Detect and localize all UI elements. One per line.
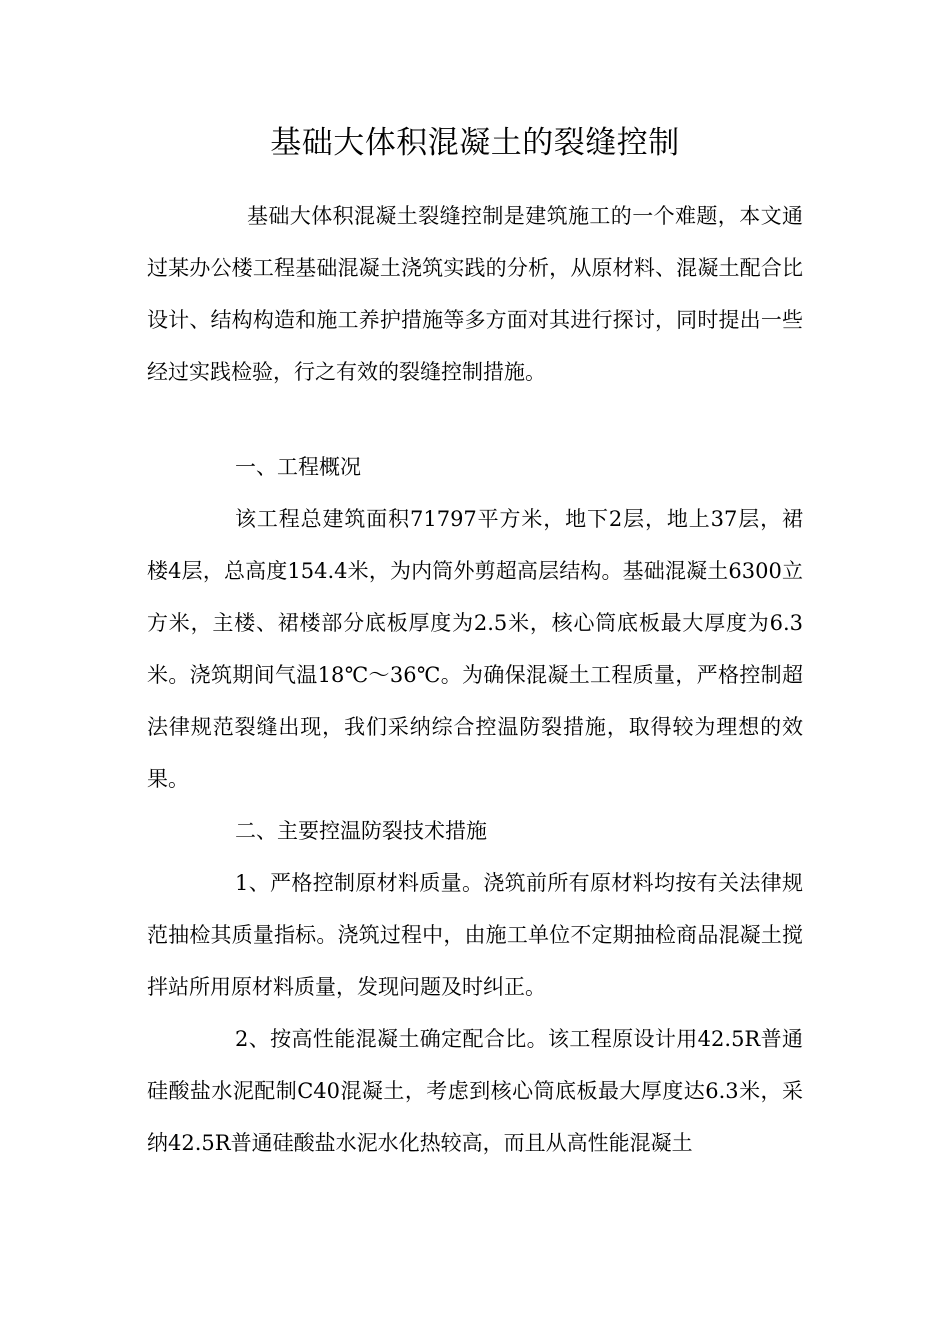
document-title: 基础大体积混凝土的裂缝控制 [270,125,680,161]
abstract-paragraph: 基础大体积混凝土裂缝控制是建筑施工的一个难题，本文通过某办公楼工程基础混凝土浇筑实践的分析，从原材料、混凝土配合比设计、结构构造和施工养护措施等多方面对其进行探讨，同时提出一些经过实践检验，行之有效的裂缝控制措施。 [147,204,803,384]
abstract-section [147,190,803,398]
body-paragraph-mix-proportion: 2、按高性能混凝土确定配合比。该工程原设计用42.5R普通硅酸盐水泥配制C40混凝土，考虑到核心筒底板最大厚度达6.3米，采纳42.5R普通硅酸盐水泥水化热较高，而且从高性能混凝土 [147,1027,803,1155]
body-paragraph-material-quality: 1、严格控制原材料质量。浇筑前所有原材料均按有关法律规范抽检其质量指标。浇筑过程中，由施工单位不定期抽检商品混凝土搅拌站所用原材料质量，发现问题及时纠正。 [147,871,803,999]
body-paragraph-project-overview: 该工程总建筑面积71797平方米，地下2层，地上37层，裙楼4层，总高度154.4米，为内筒外剪超高层结构。基础混凝土6300立方米，主楼、裙楼部分底板厚度为2.5米，核心筒底板最大厚度为6.3米。浇筑期间气温18℃～36℃。为确保混凝土工程质量，严格控制超法律规范裂缝出现，我们采纳综合控温防裂措施，取得较为理想的效果。 [147,507,803,791]
body-section [147,441,803,1169]
section-heading-project-overview: 一、工程概况 [235,455,361,479]
section-heading-measures: 二、主要控温防裂技术措施 [235,819,487,843]
